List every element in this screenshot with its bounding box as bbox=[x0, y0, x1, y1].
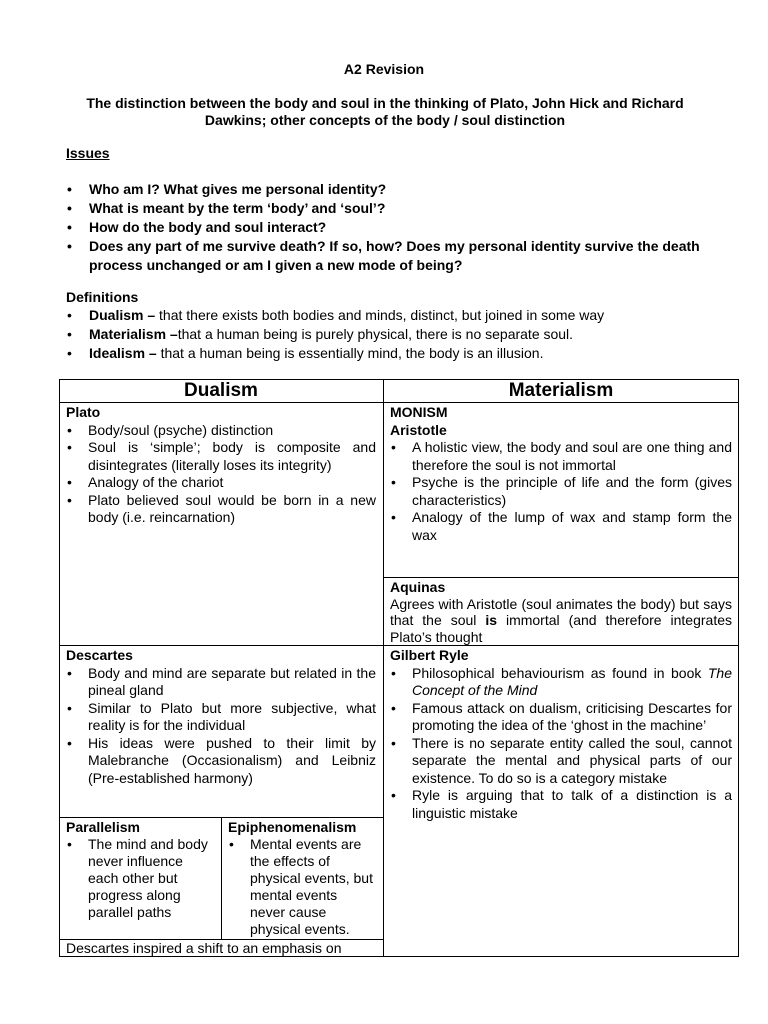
definition-item bbox=[66, 325, 716, 344]
list-item: • Similar to Plato but more subjective, what reality is for the individual bbox=[66, 700, 376, 735]
aquinas-heading: Aquinas bbox=[390, 579, 446, 595]
definition-text: that a human being is purely physical, there is no separate soul. bbox=[177, 326, 574, 342]
definition-term: Materialism – bbox=[89, 326, 178, 342]
descartes-points bbox=[66, 665, 376, 788]
plato-points bbox=[66, 422, 376, 527]
definitions-list bbox=[66, 306, 716, 363]
list-item: • Body and mind are separate but related in the pineal gland bbox=[66, 665, 376, 700]
list-item: • Analogy of the chariot bbox=[66, 474, 376, 492]
dualism-header: Dualism bbox=[184, 380, 258, 401]
list-item: • Plato believed soul would be born in a new body (i.e. reincarnation) bbox=[66, 492, 376, 527]
aquinas-emphasis: is bbox=[485, 612, 498, 628]
list-item: • There is no separate entity called the soul, cannot separate the mental and physical parts of our existence. To do so is a category mistake bbox=[390, 735, 732, 788]
epiphenomenalism-points bbox=[228, 836, 376, 938]
aristotle-heading: Aristotle bbox=[390, 421, 447, 438]
aristotle-cell bbox=[384, 402, 738, 546]
ryle-cell bbox=[384, 645, 738, 824]
document-subtitle: The distinction between the body and soul in the thinking of Plato, John Hick and Richard Dawkins; other concepts of the body / soul distinction bbox=[86, 95, 684, 128]
definition-text: that a human being is essentially mind, the body is an illusion. bbox=[156, 345, 544, 361]
issues-list bbox=[66, 180, 716, 275]
epiphenomenalism-cell bbox=[222, 817, 382, 940]
epiphenomenalism-heading: Epiphenomenalism bbox=[228, 819, 357, 835]
list-item: • How do the body and soul interact? bbox=[66, 218, 716, 237]
list-item: • Soul is ‘simple’; body is composite and disintegrates (literally loses its integrity) bbox=[66, 439, 376, 474]
list-item: • Ryle is arguing that to talk of a distinction is a linguistic mistake bbox=[390, 787, 732, 822]
parallelism-points bbox=[66, 836, 214, 921]
aquinas-cell bbox=[384, 577, 738, 647]
list-item: • Mental events are the effects of physical events, but mental events never cause physical events. bbox=[228, 836, 376, 938]
list-item bbox=[390, 665, 732, 700]
issues-heading: Issues bbox=[66, 145, 110, 161]
document-title: A2 Revision bbox=[343, 61, 425, 77]
list-item: • Who am I? What gives me personal identity? bbox=[66, 180, 716, 199]
aquinas-text: Agrees with Aristotle (soul animates the body) but says that the soul bbox=[390, 595, 732, 628]
definition-item bbox=[66, 306, 716, 325]
list-item: • What is meant by the term ‘body’ and ‘soul’? bbox=[66, 199, 716, 218]
list-item: • Body/soul (psyche) distinction bbox=[66, 422, 376, 440]
definition-item bbox=[66, 344, 716, 363]
descartes-cell bbox=[60, 645, 382, 789]
ryle-heading: Gilbert Ryle bbox=[390, 647, 469, 663]
definition-term: Idealism – bbox=[89, 345, 157, 361]
descartes-heading: Descartes bbox=[66, 647, 133, 663]
plato-heading: Plato bbox=[66, 404, 101, 420]
list-item: • Analogy of the lump of wax and stamp form the wax bbox=[390, 509, 732, 544]
definition-text: that there exists both bodies and minds, distinct, but joined in some way bbox=[155, 307, 605, 323]
list-item: • Does any part of me survive death? If so, how? Does my personal identity survive the death process unchanged or am I given a new mode of being? bbox=[66, 237, 716, 275]
list-item: • Famous attack on dualism, criticising Descartes for promoting the idea of the ‘ghost in the machine’ bbox=[390, 700, 732, 735]
aquinas-text: immortal (and therefore integrates Plato’s thought bbox=[390, 612, 732, 645]
plato-cell bbox=[60, 402, 382, 529]
definitions-heading: Definitions bbox=[66, 289, 139, 305]
book-title: The Concept of the Mind bbox=[412, 664, 732, 698]
ryle-points bbox=[390, 665, 732, 823]
list-item: • A holistic view, the body and soul are one thing and therefore the soul is not immortal bbox=[390, 439, 732, 474]
descartes-footer-text: Descartes inspired a shift to an emphasis on bbox=[66, 940, 342, 956]
definition-term: Dualism – bbox=[89, 307, 156, 323]
monism-label: MONISM bbox=[390, 404, 448, 420]
aristotle-points bbox=[390, 439, 732, 544]
list-item: • Psyche is the principle of life and the form (gives characteristics) bbox=[390, 474, 732, 509]
ryle-point-text: Philosophical behaviourism as found in book bbox=[412, 664, 708, 681]
list-item: • The mind and body never influence each other but progress along parallel paths bbox=[66, 836, 214, 921]
materialism-header: Materialism bbox=[508, 380, 614, 401]
parallelism-heading: Parallelism bbox=[66, 819, 140, 835]
parallelism-cell bbox=[60, 817, 220, 923]
list-item: • His ideas were pushed to their limit by Malebranche (Occasionalism) and Leibniz (Pre-established harmony) bbox=[66, 735, 376, 788]
